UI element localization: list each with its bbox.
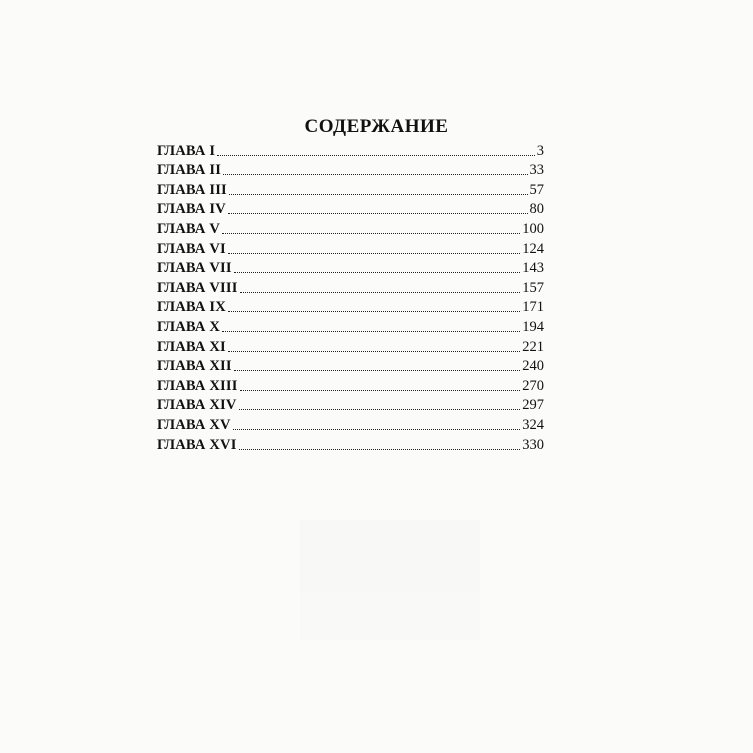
dot-leader xyxy=(217,154,535,156)
chapter-label: ГЛАВА VII xyxy=(157,260,232,277)
chapter-label: ГЛАВА X xyxy=(157,318,221,335)
toc-entry[interactable] xyxy=(157,160,544,180)
chapter-label: ГЛАВА XII xyxy=(157,358,232,375)
dot-leader xyxy=(222,232,520,234)
chapter-label: ГЛАВА XIV xyxy=(157,397,237,414)
page-number: 143 xyxy=(522,260,544,277)
toc-entry[interactable] xyxy=(157,434,544,454)
show-through-shadow xyxy=(300,520,480,640)
toc-entry[interactable] xyxy=(157,140,544,160)
toc-title: СОДЕРЖАНИЕ xyxy=(304,116,449,137)
dot-leader xyxy=(240,389,521,391)
chapter-label: ГЛАВА XI xyxy=(157,338,226,355)
chapter-label: ГЛАВА XIII xyxy=(157,377,238,394)
chapter-label: ГЛАВА II xyxy=(157,162,222,179)
page-number: 3 xyxy=(536,142,544,159)
toc-entry[interactable] xyxy=(157,336,544,356)
dot-leader xyxy=(233,428,521,430)
toc-entry[interactable] xyxy=(157,395,544,415)
dot-leader xyxy=(228,212,528,214)
toc-entry[interactable] xyxy=(157,277,544,297)
chapter-label: ГЛАВА XVI xyxy=(157,436,237,453)
toc-entry[interactable] xyxy=(157,297,544,317)
page-number: 157 xyxy=(522,279,544,296)
page-number: 330 xyxy=(522,436,544,453)
toc-entry[interactable] xyxy=(157,414,544,434)
dot-leader xyxy=(234,271,521,273)
toc-entry[interactable] xyxy=(157,199,544,219)
dot-leader xyxy=(239,408,521,410)
chapter-label: ГЛАВА IV xyxy=(157,201,226,218)
dot-leader xyxy=(240,291,521,293)
page-number: 80 xyxy=(529,201,544,218)
toc-entry[interactable] xyxy=(157,179,544,199)
dot-leader xyxy=(223,173,527,175)
table-of-contents xyxy=(157,140,544,454)
toc-entry[interactable] xyxy=(157,218,544,238)
page-number: 57 xyxy=(529,181,544,198)
page-number: 270 xyxy=(522,377,544,394)
toc-entry[interactable] xyxy=(157,375,544,395)
page-number: 33 xyxy=(529,162,544,179)
page-number: 194 xyxy=(522,318,544,335)
page-number: 100 xyxy=(522,220,544,237)
dot-leader xyxy=(222,330,520,332)
chapter-label: ГЛАВА IX xyxy=(157,299,226,316)
chapter-label: ГЛАВА VI xyxy=(157,240,226,257)
page-number: 221 xyxy=(522,338,544,355)
chapter-label: ГЛАВА XV xyxy=(157,416,231,433)
page-number: 324 xyxy=(522,416,544,433)
toc-entry[interactable] xyxy=(157,356,544,376)
toc-entry[interactable] xyxy=(157,258,544,278)
dot-leader xyxy=(228,252,520,254)
chapter-label: ГЛАВА VIII xyxy=(157,279,238,296)
chapter-label: ГЛАВА V xyxy=(157,220,221,237)
dot-leader xyxy=(228,310,520,312)
toc-entry[interactable] xyxy=(157,238,544,258)
chapter-label: ГЛАВА I xyxy=(157,142,216,159)
dot-leader xyxy=(239,448,521,450)
page-number: 171 xyxy=(522,299,544,316)
page-number: 240 xyxy=(522,358,544,375)
dot-leader xyxy=(234,369,521,371)
page-number: 124 xyxy=(522,240,544,257)
page-number: 297 xyxy=(522,397,544,414)
toc-entry[interactable] xyxy=(157,316,544,336)
dot-leader xyxy=(228,350,520,352)
dot-leader xyxy=(229,193,528,195)
chapter-label: ГЛАВА III xyxy=(157,181,227,198)
